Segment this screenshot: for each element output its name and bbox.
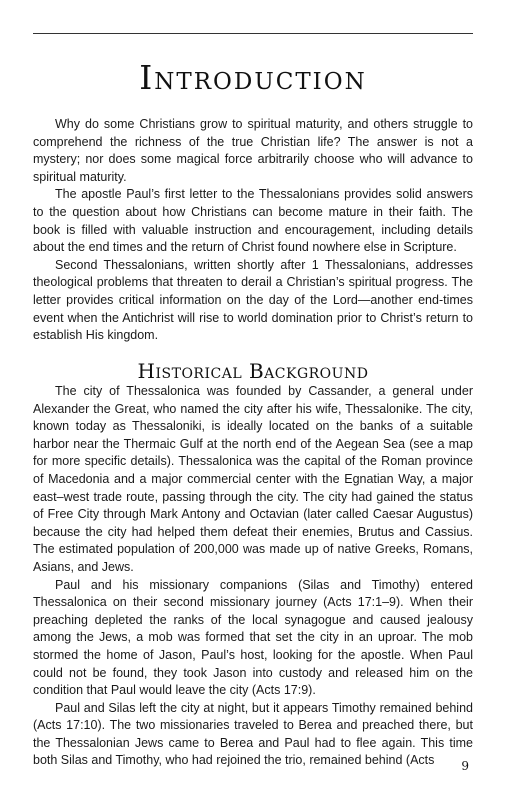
history-section (33, 383, 473, 770)
history-paragraph-1: The city of Thessalonica was founded by Cassander, a general under Alexander the Great, who named the city after his wife, Thessalonike. The city, known today as Thessaloniki, is ideally located on the banks of a suitable harbor near the Thermaic Gulf at the north end of the Aegean Sea (see a map for more specific details). Thessalonica was the capital of the Roman province of Macedonia and a major commercial center with the Egnatian Way, a major east–west trade route, passing through the city. The city had gained the status of Free City through Mark Antony and Octavian (later called Caesar Augustus) because the city had helped them defeat their enemies, Brutus and Cassius. The estimated population of 200,000 was made up of native Greeks, Romans, Asians, and Jews. (33, 384, 473, 574)
history-paragraph-3: Paul and Silas left the city at night, but it appears Timothy remained behind (Acts 17:10). The two missionaries traveled to Berea and preached there, but the Thessalonian Jews came to Berea and Paul had to flee again. This time both Silas and Timothy, who had rejoined the trio, remained behind (Acts (33, 700, 473, 768)
intro-paragraph-1: Why do some Christians grow to spiritual maturity, and others struggle to comprehend the richness of the true Christian life? The answer is not a mystery; nor does some magical force arbitrarily choose who will advance to spiritual maturity. (33, 117, 473, 184)
intro-section (33, 116, 473, 345)
page-number: 9 (461, 759, 469, 773)
section-title: Historical Background (137, 359, 369, 383)
intro-paragraph-3: Second Thessalonians, written shortly after 1 Thessalonians, addresses theological problems that threaten to derail a Christian’s spiritual progress. The letter provides critical information on the day of the Lord—another end-times event when the Antichrist will rise to world domination prior to Christ’s return to establish His kingdom. (33, 257, 473, 343)
history-paragraph-2: Paul and his missionary companions (Silas and Timothy) entered Thessalonica on their second missionary journey (Acts 17:1–9). When their preaching depleted the ranks of the local synagogue and caused jealousy among the Jews, a mob was formed that set the city in an uproar. The mob stormed the home of Jason, Paul’s host, looking for the apostle. When Paul could not be found, they took Jason into custody and released him on the condition that Paul would leave the city (Acts 17:9). (33, 577, 473, 698)
intro-paragraph-2: The apostle Paul’s first letter to the Thessalonians provides solid answers to the question about how Christians can become mature in their faith. The book is filled with valuable instruction and encouragement, including details about the end times and the return of Christ found nowhere else in Scripture. (33, 187, 473, 255)
chapter-title: Introduction (139, 58, 367, 97)
top-rule (33, 33, 473, 34)
